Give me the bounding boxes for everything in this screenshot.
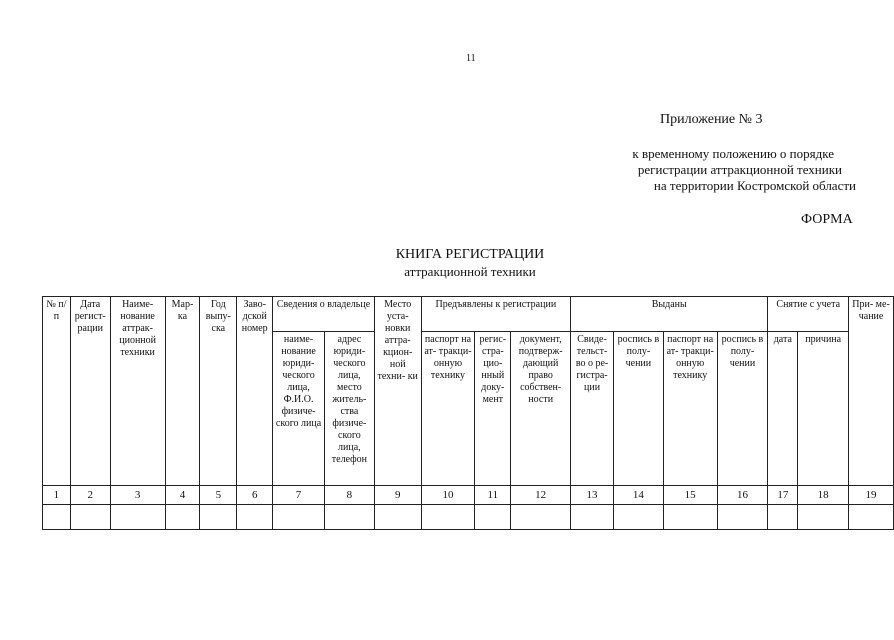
header-cell: роспись в полу- чении <box>717 332 768 486</box>
empty-entry-row <box>43 505 894 530</box>
column-number: 15 <box>663 486 717 505</box>
header-cell: Свиде- тельст- во о ре- гистра- ции <box>571 332 614 486</box>
empty-cell <box>475 505 511 530</box>
header-cell: Год выпу- ска <box>200 297 237 486</box>
header-group-removal: Снятие с учета <box>768 297 849 332</box>
empty-cell <box>511 505 571 530</box>
column-number: 2 <box>70 486 110 505</box>
empty-cell <box>237 505 273 530</box>
empty-cell <box>768 505 798 530</box>
header-cell: документ, подтверж- дающий право собствен- ности <box>511 332 571 486</box>
appendix-title: Приложение № 3 <box>660 112 763 127</box>
header-cell: Заво- дской номер <box>237 297 273 486</box>
empty-cell <box>571 505 614 530</box>
empty-cell <box>110 505 165 530</box>
registration-table <box>42 296 894 530</box>
header-group-issued: Выданы <box>571 297 768 332</box>
empty-cell <box>165 505 200 530</box>
header-cell: Наиме- нование аттрак- ционной техники <box>110 297 165 486</box>
header-cell: адрес юриди- ческого лица, место житель- ства физиче- ского лица, телефон <box>324 332 374 486</box>
column-number: 10 <box>421 486 475 505</box>
empty-cell <box>663 505 717 530</box>
column-number: 14 <box>613 486 663 505</box>
book-heading <box>300 246 640 280</box>
column-number: 13 <box>571 486 614 505</box>
header-cell: паспорт на ат- тракци- онную технику <box>421 332 475 486</box>
header-cell: паспорт на ат- тракци- онную технику <box>663 332 717 486</box>
empty-cell <box>717 505 768 530</box>
empty-cell <box>70 505 110 530</box>
column-number: 18 <box>798 486 849 505</box>
column-number: 5 <box>200 486 237 505</box>
empty-cell <box>374 505 421 530</box>
column-number: 19 <box>849 486 894 505</box>
empty-cell <box>798 505 849 530</box>
header-cell: № п/п <box>43 297 71 486</box>
header-cell: регис- стра- цио- нный доку- мент <box>475 332 511 486</box>
appendix-description <box>580 146 856 194</box>
empty-cell <box>849 505 894 530</box>
page-number: 11 <box>466 53 476 64</box>
appendix-line: к временному положению о порядке <box>632 146 834 161</box>
empty-cell <box>324 505 374 530</box>
column-number: 16 <box>717 486 768 505</box>
header-cell: Дата регист- рации <box>70 297 110 486</box>
column-number-row <box>43 486 894 505</box>
empty-cell <box>421 505 475 530</box>
empty-cell <box>273 505 325 530</box>
column-number: 6 <box>237 486 273 505</box>
column-number: 11 <box>475 486 511 505</box>
column-number: 4 <box>165 486 200 505</box>
header-cell: наиме- нование юриди- ческого лица, Ф.И.О. физиче- ского лица <box>273 332 325 486</box>
column-number: 12 <box>511 486 571 505</box>
column-number: 3 <box>110 486 165 505</box>
empty-cell <box>43 505 71 530</box>
column-number: 7 <box>273 486 325 505</box>
header-cell: причина <box>798 332 849 486</box>
header-group-presented: Предъявлены к регистрации <box>421 297 571 332</box>
book-title: КНИГА РЕГИСТРАЦИИ <box>395 247 545 262</box>
header-cell: При- ме- чание <box>849 297 894 486</box>
header-row-top <box>43 297 894 332</box>
column-number: 17 <box>768 486 798 505</box>
empty-cell <box>613 505 663 530</box>
column-number: 8 <box>324 486 374 505</box>
appendix-line: регистрации аттракционной техники <box>637 162 842 177</box>
column-number: 9 <box>374 486 421 505</box>
appendix-line: на территории Костромской области <box>653 178 856 193</box>
header-cell: Мар- ка <box>165 297 200 486</box>
header-cell: роспись в полу- чении <box>613 332 663 486</box>
column-number: 1 <box>43 486 71 505</box>
empty-cell <box>200 505 237 530</box>
header-cell: Место уста- новки аттра- кцион- ной техни- ки <box>374 297 421 486</box>
header-group-owner: Сведения о владельце <box>273 297 375 332</box>
book-subtitle: аттракционной техники <box>404 264 536 279</box>
header-cell: дата <box>768 332 798 486</box>
form-label: ФОРМА <box>801 212 853 227</box>
